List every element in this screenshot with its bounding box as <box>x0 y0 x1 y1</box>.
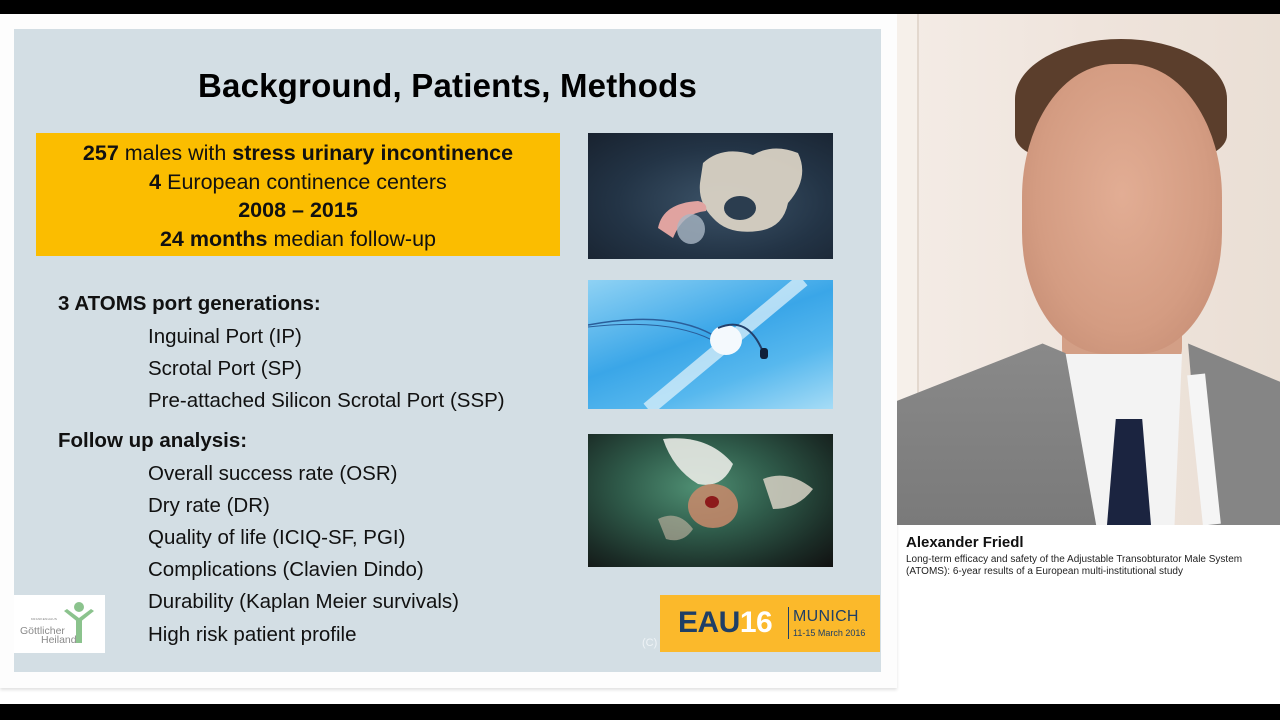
hospital-name-line1: Göttlicher <box>20 625 65 637</box>
list-item: Quality of life (ICIQ-SF, PGI) <box>148 526 406 549</box>
video-stage <box>0 14 1280 704</box>
list-item: Dry rate (DR) <box>148 494 270 517</box>
pelvis-illustration-icon <box>588 133 833 259</box>
section-heading-follow-up: Follow up analysis: <box>58 429 248 452</box>
slide-frame <box>0 14 897 688</box>
summary-line-followup: 24 months median follow-up <box>159 226 437 251</box>
presentation-slide <box>14 29 881 672</box>
pelvis-anatomy-image <box>588 133 833 259</box>
list-item: Durability (Kaplan Meier survivals) <box>148 590 460 613</box>
list-item: Inguinal Port (IP) <box>148 325 302 348</box>
logo-divider <box>788 607 789 639</box>
surgery-scene-icon <box>588 434 833 567</box>
list-item: Scrotal Port (SP) <box>148 357 302 380</box>
speaker-face <box>1022 64 1222 354</box>
letterbox-top <box>0 0 1280 14</box>
hospital-name-line2: Heiland <box>41 634 77 646</box>
section-heading-port-generations: 3 ATOMS port generations: <box>58 292 321 315</box>
list-item: Pre-attached Silicon Scrotal Port (SSP) <box>148 389 505 412</box>
hospital-small-text: KRANKENHAUS <box>31 617 58 621</box>
slide-title: Background, Patients, Methods <box>197 67 698 104</box>
talk-title: Long-term efficacy and safety of the Adjustable Transobturator Male System (ATOMS): 6-year results of a European multi-institutional study <box>906 554 1243 577</box>
conference-city: MUNICH <box>793 608 859 625</box>
speaker-name: Alexander Friedl <box>906 534 1024 551</box>
list-item: Complications (Clavien Dindo) <box>148 558 424 581</box>
speaker-video <box>897 14 1280 525</box>
eau-wordmark: EAU16 <box>678 606 773 639</box>
summary-line-centers: 4 European continence centers <box>149 169 447 194</box>
copyright-mark: (C) <box>642 637 658 649</box>
atoms-device-illustration-icon <box>588 280 833 409</box>
atoms-device-image <box>588 280 833 409</box>
hospital-logo <box>14 595 105 653</box>
speaker-caption <box>906 534 1276 577</box>
study-summary-box <box>36 133 560 256</box>
list-item: Overall success rate (OSR) <box>148 462 398 485</box>
letterbox-bottom <box>0 704 1280 720</box>
summary-line-patients: 257 males with stress urinary incontinence <box>82 141 514 165</box>
eau16-conference-logo <box>660 595 880 652</box>
surgery-image <box>588 434 833 567</box>
list-item: High risk patient profile <box>148 623 357 646</box>
summary-line-period: 2008 – 2015 <box>238 198 358 222</box>
conference-dates: 11-15 March 2016 <box>793 628 866 638</box>
